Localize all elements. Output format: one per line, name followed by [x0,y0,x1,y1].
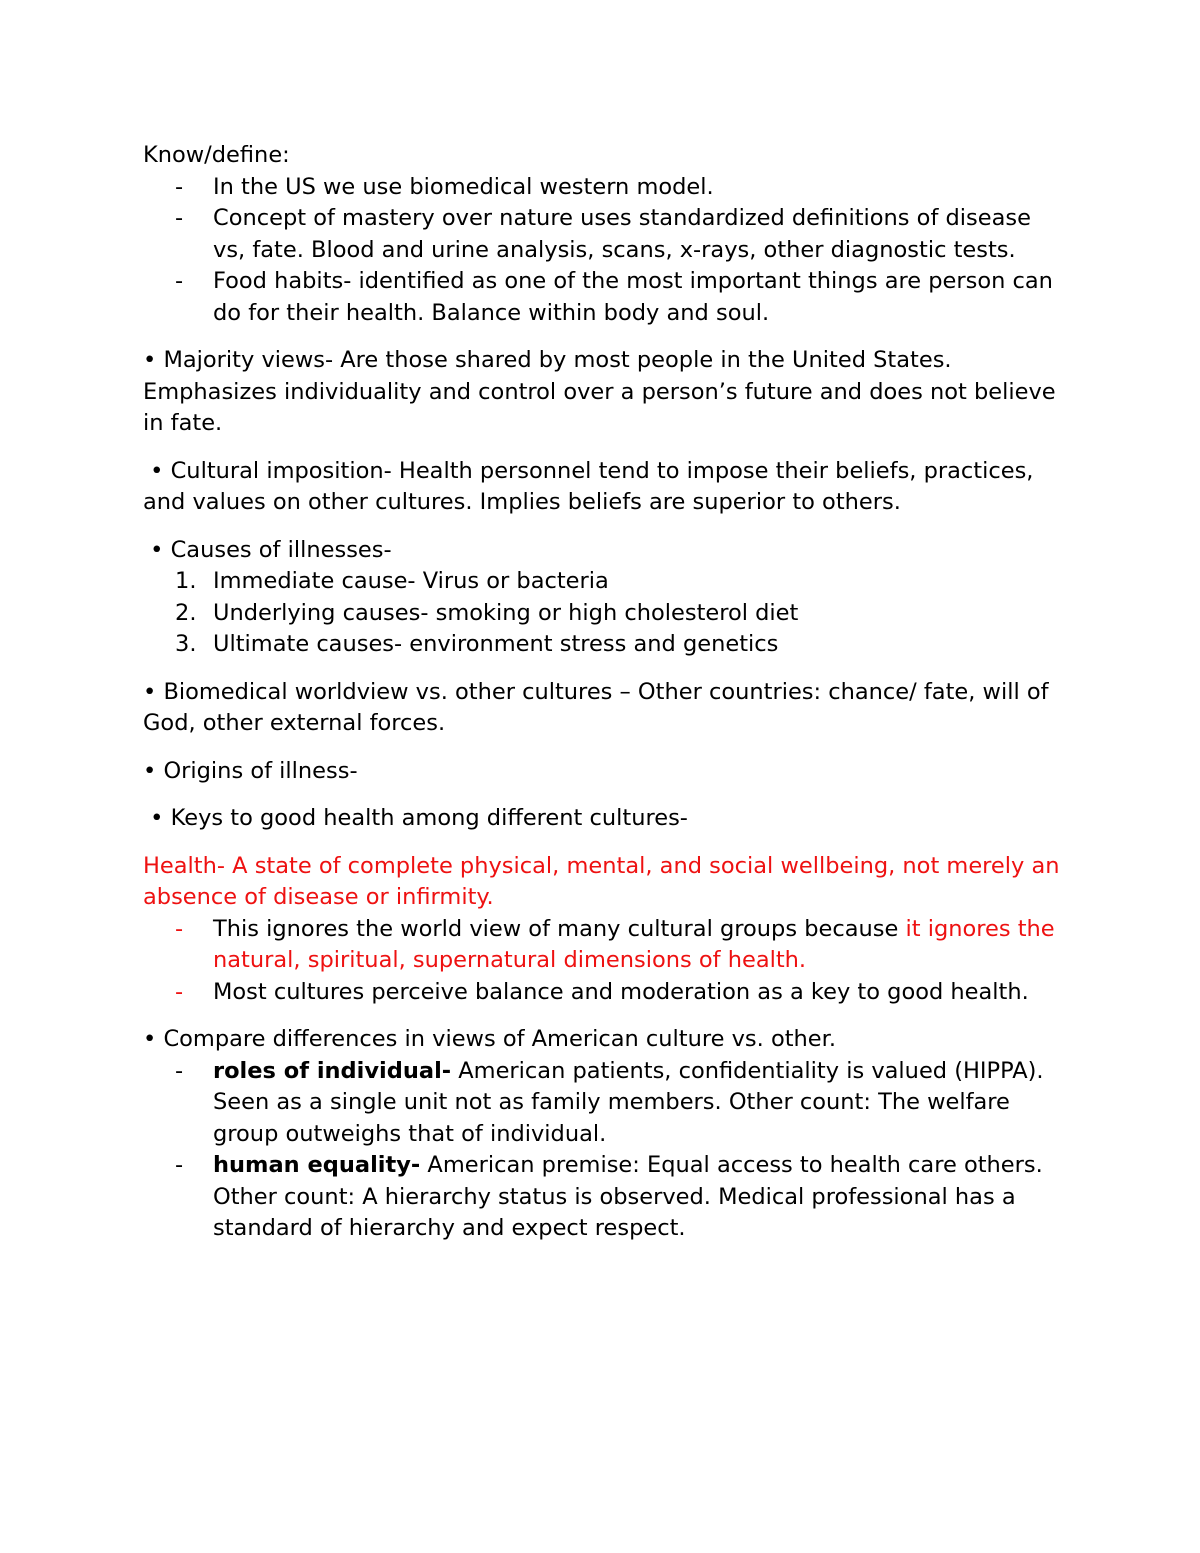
origins-paragraph [143,756,1063,788]
highlighted-text: it ignores the natural, spiritual, supernatural dimensions of health. [213,915,1055,973]
number-marker: 2. [175,599,197,626]
compare-list [143,1056,1063,1245]
bullet-icon: • [143,1026,157,1052]
causes-heading [143,535,1063,567]
know-define-heading: Know/define: [143,142,290,168]
dash-marker: - [175,205,184,231]
define-list [143,172,1063,330]
list-item-text: Ultimate causes- environment stress and genetics [213,631,779,657]
biomedical-worldview-text: Biomedical worldview vs. other cultures – Other countries: chance/ fate, will of God, other external forces. [143,678,1049,736]
list-item-text: Concept of mastery over nature uses standardized definitions of disease vs, fate. Blood and urine analysis, scans, x-rays, other diagnostic tests. [213,205,1031,263]
majority-views-paragraph [143,345,1063,440]
majority-views-text: Majority views- Are those shared by most people in the United States. Emphasizes individuality and control over a person’s future and does not believe in fate. [143,347,1056,436]
list-item-text: Immediate cause- Virus or bacteria [213,568,609,594]
bullet-icon: • [150,536,164,563]
list-item [143,1056,1063,1151]
list-item [143,203,1063,266]
number-marker: 3. [175,631,197,657]
health-list [143,914,1063,1009]
list-item [143,172,1063,204]
dash-marker: - [175,1152,184,1178]
cultural-imposition-text: Cultural imposition- Health personnel tend to impose their beliefs, practices, and values on other cultures. Implies beliefs are superior to others. [143,457,1034,515]
bullet-icon: • [150,457,164,484]
health-definition: Health- A state of complete physical, mental, and social wellbeing, not merely an absence of disease or infirmity. [143,852,1060,910]
list-item-text: In the US we use biomedical western model. [213,173,714,200]
origins-text: Origins of illness- [163,757,358,784]
list-item [143,977,1063,1009]
list-item [143,1150,1063,1245]
compare-paragraph [143,1024,1063,1056]
bullet-icon: • [143,757,157,784]
bullet-icon: • [143,347,157,373]
list-item-text: American patients, confidentiality is valued (HIPPA). Seen as a single unit not as family members. Other count: The welfare group outweighs that of individual. [213,1057,1044,1147]
list-item-text: Food habits- identified as one of the most important things are person can do for their health. Balance within body and soul. [213,268,1053,326]
list-item-text: This ignores the world view of many cultural groups because [213,915,906,942]
dash-marker: - [175,915,184,942]
list-item [143,266,1063,329]
term-label: human equality- [213,1152,421,1178]
dash-marker: - [175,978,184,1005]
dash-marker: - [175,1057,184,1084]
dash-marker: - [175,173,184,200]
list-item-text: Most cultures perceive balance and moderation as a key to good health. [213,978,1029,1005]
number-marker: 1. [175,568,197,594]
list-item [143,566,1063,598]
causes-list [143,566,1063,661]
bullet-icon: • [143,678,157,705]
keys-text: Keys to good health among different cultures- [170,805,688,831]
list-item [143,629,1063,661]
compare-text: Compare differences in views of American culture vs. other. [163,1026,836,1052]
keys-paragraph [143,803,1063,835]
causes-title: Causes of illnesses- [170,536,392,563]
list-item-text: Underlying causes- smoking or high cholesterol diet [213,599,799,626]
term-label: roles of individual- [213,1057,452,1084]
biomedical-worldview-paragraph [143,677,1063,740]
bullet-icon: • [150,805,164,831]
list-item [143,598,1063,630]
list-item-text: American premise: Equal access to health care others. Other count: A hierarchy status is observed. Medical professional has a standard of hierarchy and expect respect. [213,1152,1043,1241]
dash-marker: - [175,268,184,294]
document-body [143,140,1063,1245]
cultural-imposition-paragraph [143,456,1063,519]
list-item [143,914,1063,977]
